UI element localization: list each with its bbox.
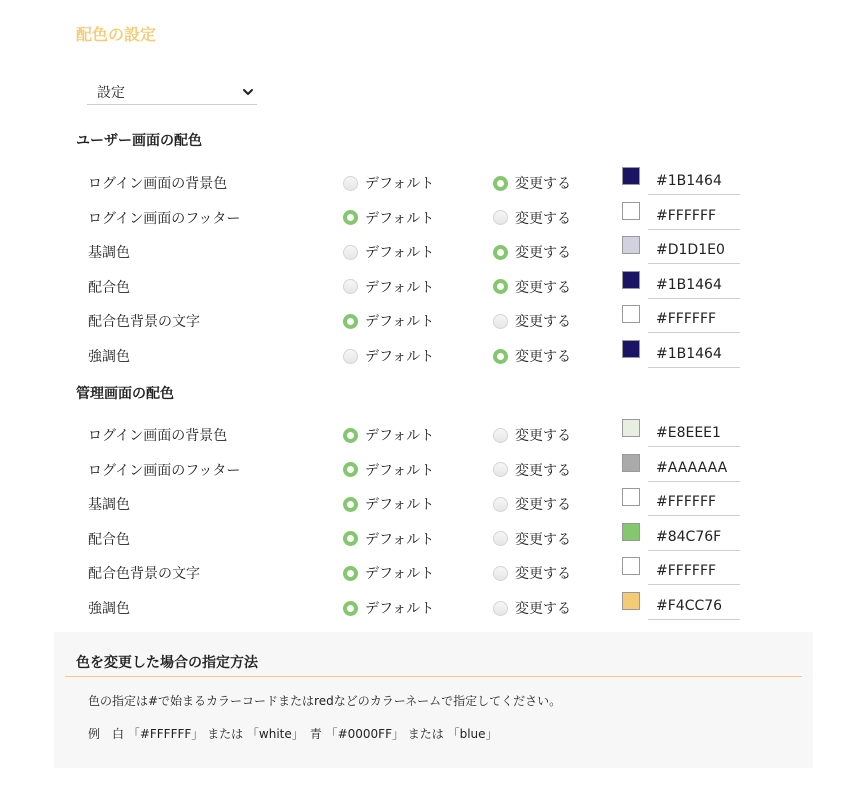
change-option[interactable] (493, 208, 571, 228)
default-option[interactable] (343, 173, 434, 193)
default-option-label: デフォルト (365, 428, 435, 444)
color-row-label: 強調色 (88, 601, 130, 617)
settings-select-value: 設定 (97, 85, 125, 101)
admin-color-row (0, 486, 861, 520)
change-radio[interactable] (493, 566, 508, 581)
color-code-input[interactable] (648, 269, 740, 299)
color-code-input[interactable] (648, 486, 740, 516)
change-radio[interactable] (493, 210, 508, 225)
change-option-label: 変更する (515, 428, 571, 444)
default-radio[interactable] (343, 279, 358, 294)
help-divider (65, 676, 802, 677)
color-code-input[interactable] (648, 452, 740, 482)
user-color-row (0, 303, 861, 337)
color-code-value: #FFFFFF (656, 494, 717, 511)
admin-color-row (0, 555, 861, 589)
change-option[interactable] (493, 460, 571, 480)
admin-color-row (0, 417, 861, 451)
change-radio[interactable] (493, 176, 508, 191)
user-color-row (0, 234, 861, 268)
color-row-label: ログイン画面の背景色 (88, 176, 228, 192)
default-radio[interactable] (343, 176, 358, 191)
default-option[interactable] (343, 277, 434, 297)
color-row-label: 強調色 (88, 349, 130, 365)
change-radio[interactable] (493, 497, 508, 512)
admin-color-row (0, 452, 861, 486)
admin-color-row (0, 590, 861, 624)
default-radio[interactable] (343, 314, 358, 329)
change-radio[interactable] (493, 428, 508, 443)
help-text-example: 例 白 「#FFFFFF」 または 「white」 青 「#0000FF」 または 「blue」 (88, 727, 498, 741)
color-swatch[interactable] (622, 305, 640, 323)
change-option-label: 変更する (515, 462, 571, 479)
color-code-value: #AAAAAA (656, 459, 728, 476)
change-option-label: 変更する (515, 601, 571, 617)
color-code-value: #1B1464 (656, 173, 722, 189)
change-option-label: 変更する (515, 176, 571, 192)
default-option-label: デフォルト (365, 279, 435, 296)
user-color-row (0, 200, 861, 234)
default-radio[interactable] (343, 566, 358, 581)
color-code-input[interactable] (648, 521, 740, 551)
color-swatch[interactable] (622, 419, 640, 437)
admin-colors-heading: 管理画面の配色 (76, 386, 174, 402)
chevron-down-icon (241, 85, 255, 99)
change-option[interactable] (493, 346, 571, 366)
default-option[interactable] (343, 425, 434, 445)
color-swatch[interactable] (622, 592, 640, 610)
color-code-value: #FFFFFF (656, 311, 717, 328)
change-option-label: 変更する (515, 566, 571, 583)
color-swatch[interactable] (622, 454, 640, 472)
color-code-value: #FFFFFF (656, 563, 717, 580)
default-option[interactable] (343, 494, 434, 514)
color-row-label: ログイン画面のフッター (88, 210, 241, 227)
change-option[interactable] (493, 563, 571, 583)
change-radio[interactable] (493, 245, 508, 260)
color-row-label: ログイン画面の背景色 (88, 428, 228, 444)
change-option[interactable] (493, 598, 571, 618)
default-radio[interactable] (343, 497, 358, 512)
default-radio[interactable] (343, 462, 358, 477)
default-radio[interactable] (343, 531, 358, 546)
color-code-input[interactable] (648, 303, 740, 333)
color-code-value: #D1D1E0 (656, 242, 725, 259)
user-color-row (0, 269, 861, 303)
default-option[interactable] (343, 208, 434, 228)
color-code-value: #1B1464 (656, 346, 722, 362)
color-code-value: #1B1464 (656, 276, 722, 293)
user-color-row (0, 165, 861, 199)
color-row-label: 配合色 (88, 279, 130, 296)
color-swatch[interactable] (622, 236, 640, 254)
change-option[interactable] (493, 277, 571, 297)
change-option[interactable] (493, 494, 571, 514)
change-option-label: 変更する (515, 531, 571, 548)
change-radio[interactable] (493, 462, 508, 477)
color-row-label: 配合色背景の文字 (88, 314, 200, 331)
help-panel (54, 632, 813, 768)
color-code-input[interactable] (648, 165, 740, 195)
default-radio[interactable] (343, 601, 358, 616)
color-swatch[interactable] (622, 488, 640, 506)
default-radio[interactable] (343, 349, 358, 364)
default-option-label: デフォルト (365, 210, 435, 227)
default-option-label: デフォルト (365, 176, 435, 192)
default-option[interactable] (343, 242, 434, 262)
default-option[interactable] (343, 598, 434, 618)
color-swatch[interactable] (622, 523, 640, 541)
color-swatch[interactable] (622, 340, 640, 358)
settings-select[interactable] (87, 80, 257, 105)
default-option-label: デフォルト (365, 601, 435, 617)
change-option[interactable] (493, 173, 571, 193)
default-option-label: デフォルト (365, 497, 435, 514)
color-row-label: 配合色 (88, 531, 130, 548)
color-swatch[interactable] (622, 271, 640, 289)
color-swatch[interactable] (622, 167, 640, 185)
change-option[interactable] (493, 425, 571, 445)
user-colors-heading: ユーザー画面の配色 (76, 133, 202, 149)
change-radio[interactable] (493, 279, 508, 294)
help-title: 色を変更した場合の指定方法 (76, 655, 258, 671)
color-code-input[interactable] (648, 338, 740, 368)
default-option-label: デフォルト (365, 462, 435, 479)
default-option-label: デフォルト (365, 349, 435, 365)
color-code-value: #84C76F (656, 528, 722, 545)
change-radio[interactable] (493, 349, 508, 364)
change-radio[interactable] (493, 601, 508, 616)
default-option[interactable] (343, 529, 434, 549)
default-option[interactable] (343, 460, 434, 480)
change-option-label: 変更する (515, 245, 571, 262)
color-code-input[interactable] (648, 590, 740, 620)
change-radio[interactable] (493, 314, 508, 329)
color-row-label: ログイン画面のフッター (88, 462, 241, 479)
default-option-label: デフォルト (365, 314, 435, 331)
change-option-label: 変更する (515, 349, 571, 365)
default-option-label: デフォルト (365, 566, 435, 583)
change-option[interactable] (493, 529, 571, 549)
change-option-label: 変更する (515, 497, 571, 514)
color-row-label: 基調色 (88, 245, 130, 262)
color-code-input[interactable] (648, 555, 740, 585)
change-option-label: 変更する (515, 210, 571, 227)
default-option-label: デフォルト (365, 245, 435, 262)
default-option[interactable] (343, 346, 434, 366)
change-option[interactable] (493, 311, 571, 331)
color-code-value: #E8EEE1 (656, 425, 721, 441)
color-row-label: 基調色 (88, 497, 130, 514)
color-code-input[interactable] (648, 234, 740, 264)
color-swatch[interactable] (622, 202, 640, 220)
color-code-input[interactable] (648, 417, 740, 447)
default-option[interactable] (343, 311, 434, 331)
default-radio[interactable] (343, 245, 358, 260)
change-option[interactable] (493, 242, 571, 262)
color-row-label: 配合色背景の文字 (88, 566, 200, 583)
color-swatch[interactable] (622, 557, 640, 575)
page-title: 配色の設定 (76, 25, 157, 44)
default-radio[interactable] (343, 210, 358, 225)
default-option-label: デフォルト (365, 531, 435, 548)
default-option[interactable] (343, 563, 434, 583)
user-color-row (0, 338, 861, 372)
default-radio[interactable] (343, 428, 358, 443)
help-text-instruction: 色の指定は#で始まるカラーコードまたはredなどのカラーネームで指定してください。 (88, 694, 562, 708)
change-option-label: 変更する (515, 279, 571, 296)
change-option-label: 変更する (515, 314, 571, 331)
admin-color-row (0, 521, 861, 555)
color-code-value: #FFFFFF (656, 207, 717, 224)
change-radio[interactable] (493, 531, 508, 546)
color-code-input[interactable] (648, 200, 740, 230)
color-code-value: #F4CC76 (656, 598, 723, 614)
